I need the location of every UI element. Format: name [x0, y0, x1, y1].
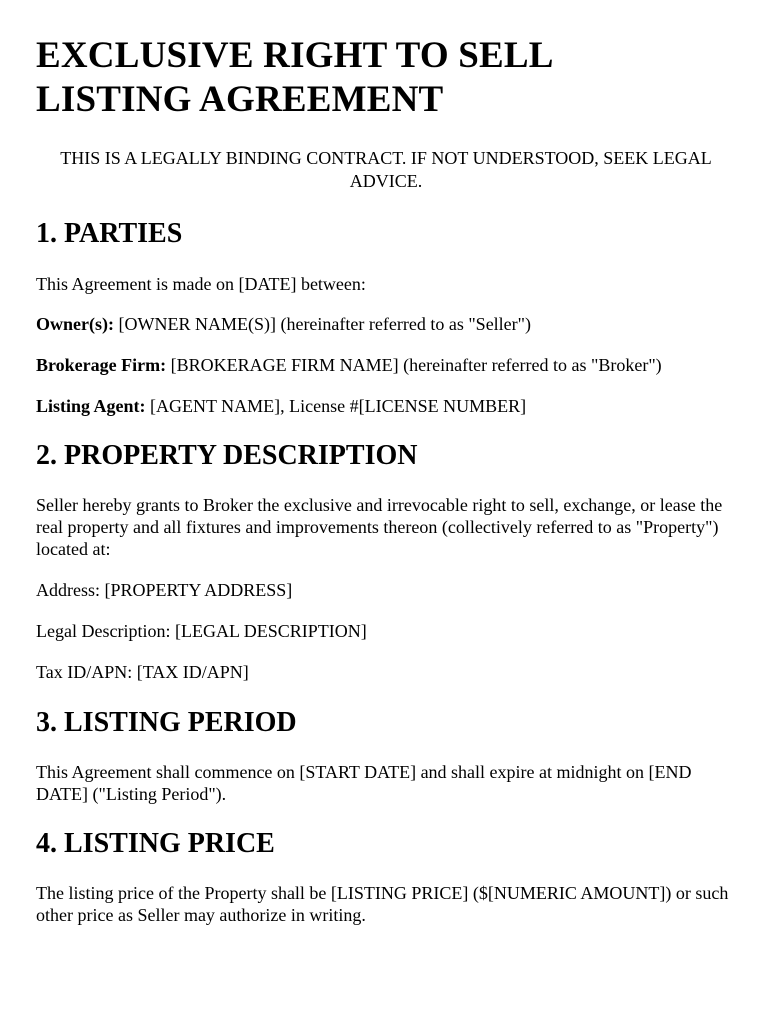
owner-text: [OWNER NAME(S)] (hereinafter referred to as "Seller") — [113, 314, 532, 334]
broker-paragraph — [36, 354, 736, 376]
broker-label: Brokerage Firm: — [36, 355, 167, 375]
listing-period-paragraph: This Agreement shall commence on [START DATE] and shall expire at midnight on [END DATE] ("Listing Period"). — [36, 762, 692, 804]
tax-id-line: Tax ID/APN: [TAX ID/APN] — [36, 662, 249, 682]
property-address-line: Address: [PROPERTY ADDRESS] — [36, 580, 293, 600]
document-title-line-2: LISTING AGREEMENT — [36, 79, 444, 120]
owner-label: Owner(s): — [36, 314, 114, 334]
section-heading-listing-period: 3. LISTING PERIOD — [36, 707, 297, 738]
agent-paragraph — [36, 395, 736, 417]
document-title — [36, 34, 736, 122]
agreement-date-paragraph: This Agreement is made on [DATE] between: — [36, 274, 366, 294]
document-title-line-1: EXCLUSIVE RIGHT TO SELL — [36, 35, 554, 76]
document-page — [36, 34, 736, 926]
agent-label: Listing Agent: — [36, 396, 146, 416]
section-heading-parties: 1. PARTIES — [36, 218, 183, 249]
owner-paragraph — [36, 313, 736, 335]
legal-notice: THIS IS A LEGALLY BINDING CONTRACT. IF NOT UNDERSTOOD, SEEK LEGAL ADVICE. — [60, 148, 712, 191]
legal-description-line: Legal Description: [LEGAL DESCRIPTION] — [36, 621, 367, 641]
section-heading-listing-price: 4. LISTING PRICE — [36, 828, 275, 859]
broker-text: [BROKERAGE FIRM NAME] (hereinafter referred to as "Broker") — [166, 355, 662, 375]
section-heading-property-description: 2. PROPERTY DESCRIPTION — [36, 440, 418, 471]
property-grant-paragraph: Seller hereby grants to Broker the exclusive and irrevocable right to sell, exchange, or lease the real property and all fixtures and improvements thereon (collectively referred to as "Property") located at: — [36, 495, 723, 559]
agent-text: [AGENT NAME], License #[LICENSE NUMBER] — [145, 396, 527, 416]
listing-price-paragraph: The listing price of the Property shall be [LISTING PRICE] ($[NUMERIC AMOUNT]) or such other price as Seller may authorize in writing. — [36, 883, 729, 925]
